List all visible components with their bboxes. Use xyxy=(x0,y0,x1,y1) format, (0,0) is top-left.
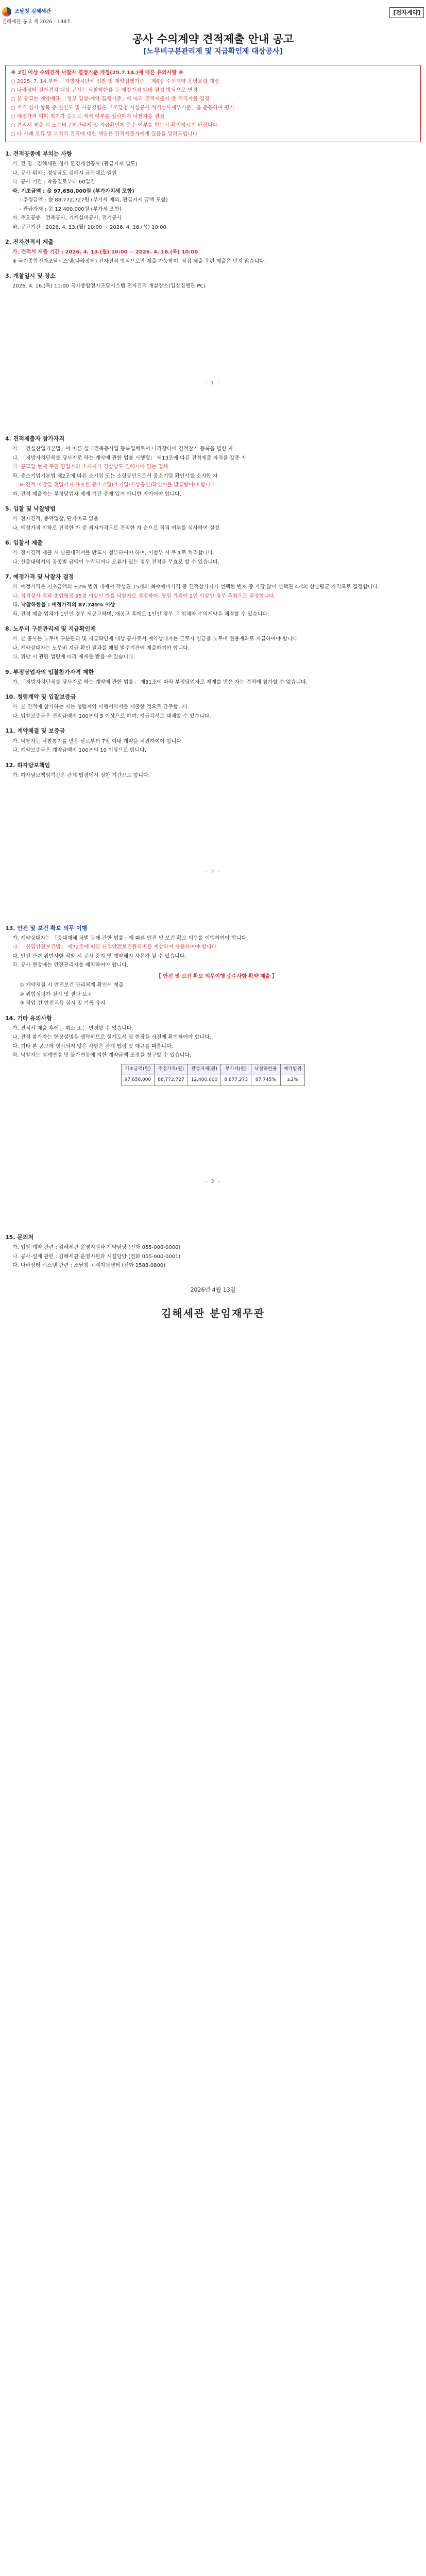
section-item: 가. 「건설산업기본법」에 따른 실내건축공사업 등록업체로서 나라장터에 견적참가 등록을 필한 자 xyxy=(12,446,233,452)
section-item: 나. 적격심사 결과 종합평점 95점 이상인 자를 낙찰자로 결정하며, 동일 가격이 2인 이상인 경우 추첨으로 결정합니다. xyxy=(12,593,276,599)
table-header-cell: 관급자재(원) xyxy=(188,1064,221,1075)
safety-highlight-item: ② 위험성평가 실시 및 결과 보고 xyxy=(20,991,92,997)
section-item: 가. 「지방자치단체를 당사자로 하는 계약에 관한 법률」 제31조에 따라 부정당업자로 제재를 받은 자는 견적에 참가할 수 없습니다. xyxy=(12,679,308,685)
section-item: 나. 산출내역서의 공종별 금액이 누락되거나 오류가 있는 경우 견적을 무효로 할 수 있습니다. xyxy=(12,559,219,565)
section-item: 라. 낙찰자는 설계변경 및 물가변동에 의한 계약금액 조정을 청구할 수 있습니다. xyxy=(12,1053,192,1059)
section-title: 15. 문의처 xyxy=(5,1234,34,1241)
section-title: 10. 청렴계약 및 입찰보증금 xyxy=(5,693,76,701)
notice-line: ※ 2인 이상 수의견적 낙찰자 결정기준 개정(25.7.14.)에 따른 유의사항 ※ xyxy=(11,70,184,76)
section-title: 5. 입찰 및 낙찰방법 xyxy=(5,505,56,513)
section xyxy=(5,504,421,532)
section-item: 가. 본 견적에 참가하는 자는 청렴계약 이행서약서를 제출한 것으로 간주합니다. xyxy=(12,704,190,710)
table-cell: 12,400,000 xyxy=(188,1075,221,1086)
page-number: - 1 - xyxy=(205,380,221,386)
section-item: 가. 입찰·계약 관련 : 김해세관 운영지원과 계약담당 (전화 055-000-0000) xyxy=(12,1245,181,1251)
safety-highlight-item: ① 계약체결 시 안전보건 관리체계 확인서 제출 xyxy=(20,982,124,989)
section xyxy=(5,924,421,1008)
section-item: 다. 공고일 현재 주된 영업소의 소재지가 경상남도 김해시에 있는 업체 xyxy=(12,464,168,470)
section-item: 가. 전자견적, 총액입찰, 단가비교 없음 xyxy=(12,516,99,522)
org-emblem-icon xyxy=(2,7,11,16)
section-group-3 xyxy=(5,924,421,1086)
section xyxy=(5,272,421,291)
section-item: 나. 입찰보증금은 견적금액의 100분의 5 이상으로 하며, 지급각서로 대체할 수 있습니다. xyxy=(12,713,211,719)
section-item: 바. 공고기간 : 2026. 4. 13.(월) 10:00 ~ 2026. 4. 16.(목) 10:00 xyxy=(12,224,166,230)
issuer-signoff: 김해세관 분임재무관 xyxy=(161,1307,265,1319)
page-title: 공사 수의계약 견적제출 안내 공고 xyxy=(132,33,294,45)
table-cell: ±2% xyxy=(280,1075,305,1086)
blank-space xyxy=(2,1196,424,1227)
org-logo-text: 조달청 김해세관 xyxy=(14,9,52,15)
table-cell: 8,877,273 xyxy=(221,1075,251,1086)
section xyxy=(5,538,421,566)
table-cell: 88,772,727 xyxy=(155,1075,188,1086)
section-item: 나. 계약상대자는 노무비 지급 확인 결과를 매월 발주기관에 제출하여야 합니다. xyxy=(12,645,190,651)
section-item: 가. 전자견적 제출 시 산출내역서를 반드시 첨부하여야 하며, 미첨부 시 무효로 처리합니다. xyxy=(12,550,215,556)
page-number: - 2 - xyxy=(205,869,221,875)
section xyxy=(5,1233,421,1270)
org-logo xyxy=(2,7,71,16)
price-table xyxy=(121,1064,305,1086)
blank-space xyxy=(2,1090,424,1167)
table-header-cell: 추정가격(원) xyxy=(155,1064,188,1075)
notice-line: ○ 견적서 제출 시 노무비구분관리제 및 지급확인제 준수 여부를 반드시 확인하시기 바랍니다 xyxy=(11,123,218,128)
section-item: 라. 공사 현장에는 안전관리자를 배치하여야 합니다. xyxy=(12,962,129,969)
section-group-4 xyxy=(5,1233,421,1270)
section-item: 다. 낙찰하한율 : 예정가격의 87.745% 이상 xyxy=(12,602,115,608)
section xyxy=(5,692,421,720)
section-item: 나. 「산업안전보건법」 제72조에 따른 산업안전보건관리비를 계상하여 사용하여야 합니다. xyxy=(12,944,218,951)
section-item: 나. 공사·설계 관련 : 김해세관 운영지원과 시설담당 (전화 055-000-0001) xyxy=(12,1253,181,1260)
section-item: 가. 계약상대자는 「중대재해 처벌 등에 관한 법률」에 따른 안전 및 보건 확보 의무를 이행하여야 합니다. xyxy=(12,935,248,941)
notice-line: ○ 예정가격 이하 최저가 순으로 적격 여부를 심사하여 낙찰자를 결정 xyxy=(11,114,165,120)
section-item: 나. 공사 위치 : 경상남도 김해시 금관대로 일원 xyxy=(12,170,117,176)
section-title: 14. 기타 유의사항 xyxy=(5,1014,52,1022)
table-cell: 87.745% xyxy=(251,1075,280,1086)
section-item: 나. 예정가격 이하로 견적한 자 중 최저가격으로 견적한 자 순으로 적격 여부를 심사하여 결정 xyxy=(12,525,219,531)
notice-line: ○ 2025. 7. 14.부터 「지방자치단체 입찰 및 계약집행기준」 제6장 수의계약 운영요령 개정 xyxy=(11,79,219,84)
safety-highlight-heading: 【 안전 및 보건 확보 의무이행 준수사항 확약 제출 】 xyxy=(156,973,277,979)
section-item: 라. 중소기업기본법 제2조에 따른 소기업 또는 소상공인으로서 중소기업 확인서를 소지한 자 xyxy=(12,473,218,479)
notice-box xyxy=(5,65,421,142)
notice-line: ○ 적격 심사 항목 중 신인도 및 시공경험은 「조달청 시설공사 적격심사세부기준」을 준용하여 평가 xyxy=(11,105,234,111)
section xyxy=(5,761,421,780)
section-title: 6. 입찰서 제출 xyxy=(5,539,43,547)
table-header-row xyxy=(121,1064,305,1075)
section-item: 가. 건 명 : 김해세관 청사 환경개선공사 (관급자재 별도) xyxy=(12,161,138,167)
section-item: 가. 하자담보책임기간은 관계 법령에서 정한 기간으로 합니다. xyxy=(12,772,150,778)
section-item: 가. 본 공사는 노무비 구분관리 및 지급확인제 대상 공사로서 계약상대자는 근로자 임금을 노무비 전용계좌로 지급하여야 합니다. xyxy=(12,636,299,642)
table-header-cell: 기초금액(원) xyxy=(121,1064,155,1075)
section-title: 8. 노무비 구분관리제 및 지급확인제 xyxy=(5,625,96,633)
document-number: 김해세관 공고 제 2026 - 198호 xyxy=(2,19,72,25)
section-item: 다. 위반 시 관련 법령에 따라 제재를 받을 수 있습니다. xyxy=(12,654,135,660)
table-cell: 97,650,000 xyxy=(121,1075,155,1086)
section-item: 라. 기초금액 : 金 97,650,000원 (부가가치세 포함) xyxy=(12,188,134,194)
section xyxy=(5,726,421,754)
section-item: 가. 견적서 제출 후에는 취소 또는 변경할 수 없습니다. xyxy=(12,1025,133,1031)
section-item: 가. 견적서 제출 기간 : 2026. 4. 13.(월) 10:00 ~ 2026. 4. 16.(목) 10:00 xyxy=(12,249,198,256)
section-item: 마. 견적 제출자는 부정당업자 제재 기간 중에 있지 아니한 자이어야 합니다. xyxy=(12,491,181,497)
table-row xyxy=(121,1075,305,1086)
section-item: 다. 안전 관련 위반사항 적발 시 공사 중지 및 계약해지 사유가 될 수 있습니다. xyxy=(12,953,186,959)
section xyxy=(5,572,421,618)
section-title: 7. 예정가격 및 낙찰자 결정 xyxy=(5,573,74,581)
section-item: - 추정금액 : 金 88,772,727원 (부가세 제외, 관급자재 금액 포함) xyxy=(20,197,168,204)
blank-space xyxy=(2,887,424,918)
section-item: 라. 견적 제출 업체가 1인인 경우 재공고하며, 재공고 후에도 1인인 경우 그 업체와 수의계약을 체결할 수 있습니다. xyxy=(12,611,269,617)
section xyxy=(5,238,421,265)
section-title: 4. 견적제출자 참가자격 xyxy=(5,435,65,443)
section-title: 9. 부정당업자의 입찰참가자격 제한 xyxy=(5,668,94,675)
contract-type-badge: [전자계약] xyxy=(389,7,424,18)
section xyxy=(5,434,421,498)
section-item: - 관급자재 : 金 12,400,000원 (부가세 포함) xyxy=(20,206,122,212)
safety-highlight-item: ③ 작업 전 안전교육 실시 및 기록 유지 xyxy=(20,1001,106,1007)
section-item: 나. 견적 참가자는 현장설명을 생략하므로 설계도서 및 현장을 사전에 확인하여야 합니다. xyxy=(12,1035,211,1041)
section-title: 1. 견적공종에 부치는 사항 xyxy=(5,150,72,157)
section-item: 2026. 4. 16.(목) 11:00 국가종합전자조달시스템 전자견적 개찰장소(입찰집행관 PC) xyxy=(12,283,206,290)
section xyxy=(5,149,421,231)
blank-space xyxy=(2,781,424,858)
notice-date: 2026년 4월 13일 xyxy=(190,1286,236,1293)
section-group-1 xyxy=(5,149,421,291)
header xyxy=(2,0,424,31)
page-subtitle: [노무비구분관리제 및 지급확인제 대상공사] xyxy=(143,47,283,56)
section-title: 3. 개찰일시 및 장소 xyxy=(5,273,56,280)
section xyxy=(5,1014,421,1060)
section-item: 나. 「지방자치단체를 당사자로 하는 계약에 관한 법률 시행령」 제13조에 따른 견적제출 자격을 갖춘 자 xyxy=(12,455,246,461)
page-number: - 3 - xyxy=(205,1178,221,1184)
section-item: ※ 국가종합전자조달시스템(나라장터) 전자견적 방식으로만 제출 가능하며, 직접 제출·우편 제출은 받지 않습니다. xyxy=(12,258,266,264)
section-item: 다. 기타 본 공고에 명시되지 않은 사항은 관계 법령 및 예규를 따릅니다. xyxy=(12,1043,173,1049)
notice-line: ○ 타 사례 오류 및 부적격 견적에 대한 책임은 견적제출자에게 있음을 알려드립니다 xyxy=(11,131,198,137)
section-item: 다. 공사 기간 : 착공일로부터 60일간 xyxy=(12,179,95,185)
section-item: 가. 낙찰자는 낙찰통지를 받은 날로부터 7일 이내 계약을 체결하여야 합니다. xyxy=(12,738,183,744)
section xyxy=(5,668,421,687)
table-header-cell: 예가범위 xyxy=(280,1064,305,1075)
section-item: 마. 주요공종 : 건축공사, 기계설비공사, 전기공사 xyxy=(12,215,122,222)
section-title: 13. 안전 및 보건 확보 의무 이행 xyxy=(5,924,88,931)
table-header-cell: 부가세(원) xyxy=(221,1064,251,1075)
section-title: 12. 하자담보책임 xyxy=(5,761,50,769)
section-item: 나. 계약보증금은 계약금액의 100분의 10 이상으로 합니다. xyxy=(12,748,147,754)
section-group-2 xyxy=(5,434,421,779)
notice-line: ○ 본 공고는 계약예규 「정부 입찰·계약 집행기준」에 따라 견적제출자 중 적격자를 결정 xyxy=(11,96,210,102)
notice-line: ○ 나라장터 전자견적 대상 공사는 낙찰하한율 등 예정가격 대비 결정 방식으로 변경 xyxy=(11,88,198,93)
section xyxy=(5,624,421,662)
blank-space xyxy=(2,292,424,369)
table-header-cell: 낙찰하한율 xyxy=(251,1064,280,1075)
section-item: 다. 나라장터 시스템 관련 : 조달청 고객지원센터 (전화 1588-0800) xyxy=(12,1263,166,1269)
section-title: 11. 계약체결 및 보증금 xyxy=(5,727,65,735)
section-item: ※ 견적 마감일 전일까지 유효한 중소기업(소기업·소상공인)확인서를 발급받아야 합니다. xyxy=(20,482,217,488)
section-title: 2. 전자견적서 제출 xyxy=(5,239,54,246)
blank-space xyxy=(2,397,424,428)
section-item: 가. 예정가격은 기초금액의 ±2% 범위 내에서 작성된 15개의 복수예비가격 중 견적참가자가 선택한 번호 중 가장 많이 선택된 4개의 산술평균 가격으로 결정합니다. xyxy=(12,584,380,590)
